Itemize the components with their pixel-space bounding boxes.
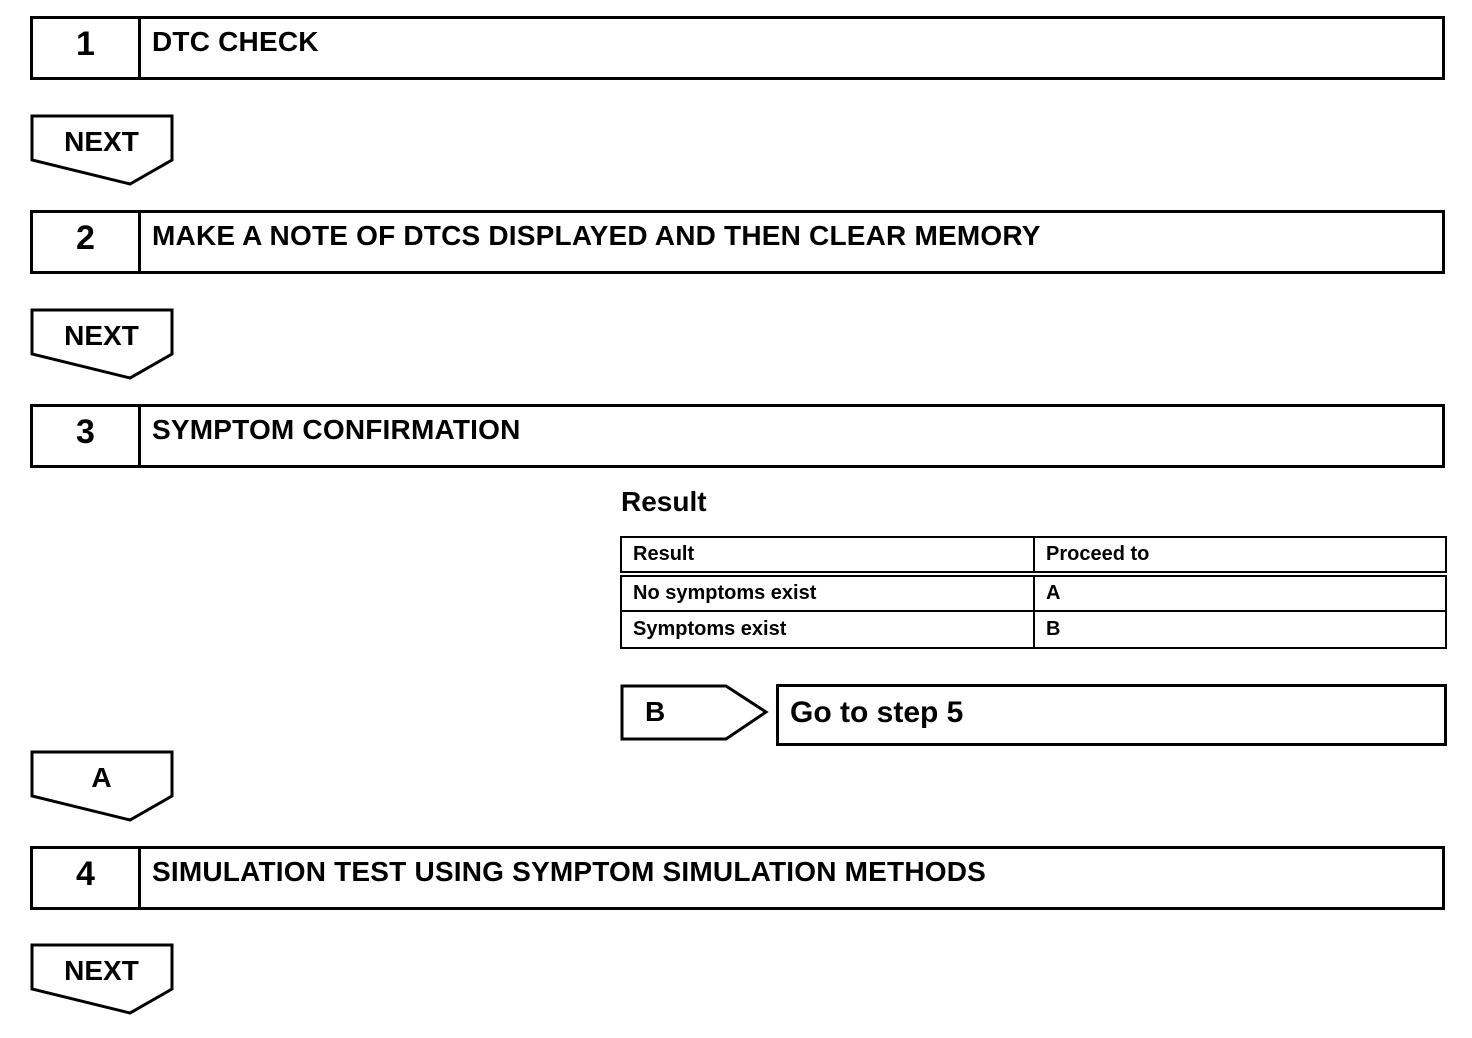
branch-b-tag-label: B — [645, 696, 666, 727]
step-3-box — [30, 404, 1445, 468]
step-1-title: DTC CHECK — [152, 26, 319, 57]
next-tag-2-label: NEXT — [64, 320, 139, 351]
result-table-header-row — [621, 537, 1446, 574]
next-tag-2 — [30, 308, 175, 382]
branch-a-tag-label: A — [91, 762, 112, 793]
right-arrow-tag-shape — [620, 684, 770, 744]
step-2-number: 2 — [33, 213, 141, 271]
go-to-step-box: Go to step 5 — [776, 684, 1447, 746]
step-1-box — [30, 16, 1445, 80]
table-row — [621, 574, 1446, 611]
step-2-title: MAKE A NOTE OF DTCS DISPLAYED AND THEN CLEAR MEMORY — [152, 220, 1041, 251]
result-heading: Result — [621, 486, 707, 517]
step-3-number: 3 — [33, 407, 141, 465]
step-3-title: SYMPTOM CONFIRMATION — [152, 414, 521, 445]
next-tag-1-label: NEXT — [64, 126, 139, 157]
table-cell-proceed: B — [1034, 611, 1446, 648]
table-cell-proceed: A — [1034, 574, 1446, 611]
step-4-number: 4 — [33, 849, 141, 907]
branch-a-tag — [30, 750, 175, 824]
result-column-header: Result — [621, 537, 1034, 574]
next-tag-1 — [30, 114, 175, 188]
proceed-to-column-header: Proceed to — [1034, 537, 1446, 574]
step-2-box — [30, 210, 1445, 274]
table-cell-result: No symptoms exist — [621, 574, 1034, 611]
table-cell-result: Symptoms exist — [621, 611, 1034, 648]
step-4-box — [30, 846, 1445, 910]
branch-b-tag — [620, 684, 770, 744]
next-tag-3 — [30, 943, 175, 1017]
step-1-number: 1 — [33, 19, 141, 77]
result-table — [620, 536, 1447, 649]
table-row — [621, 611, 1446, 648]
step-4-title: SIMULATION TEST USING SYMPTOM SIMULATION METHODS — [152, 856, 987, 887]
next-tag-3-label: NEXT — [64, 955, 139, 986]
